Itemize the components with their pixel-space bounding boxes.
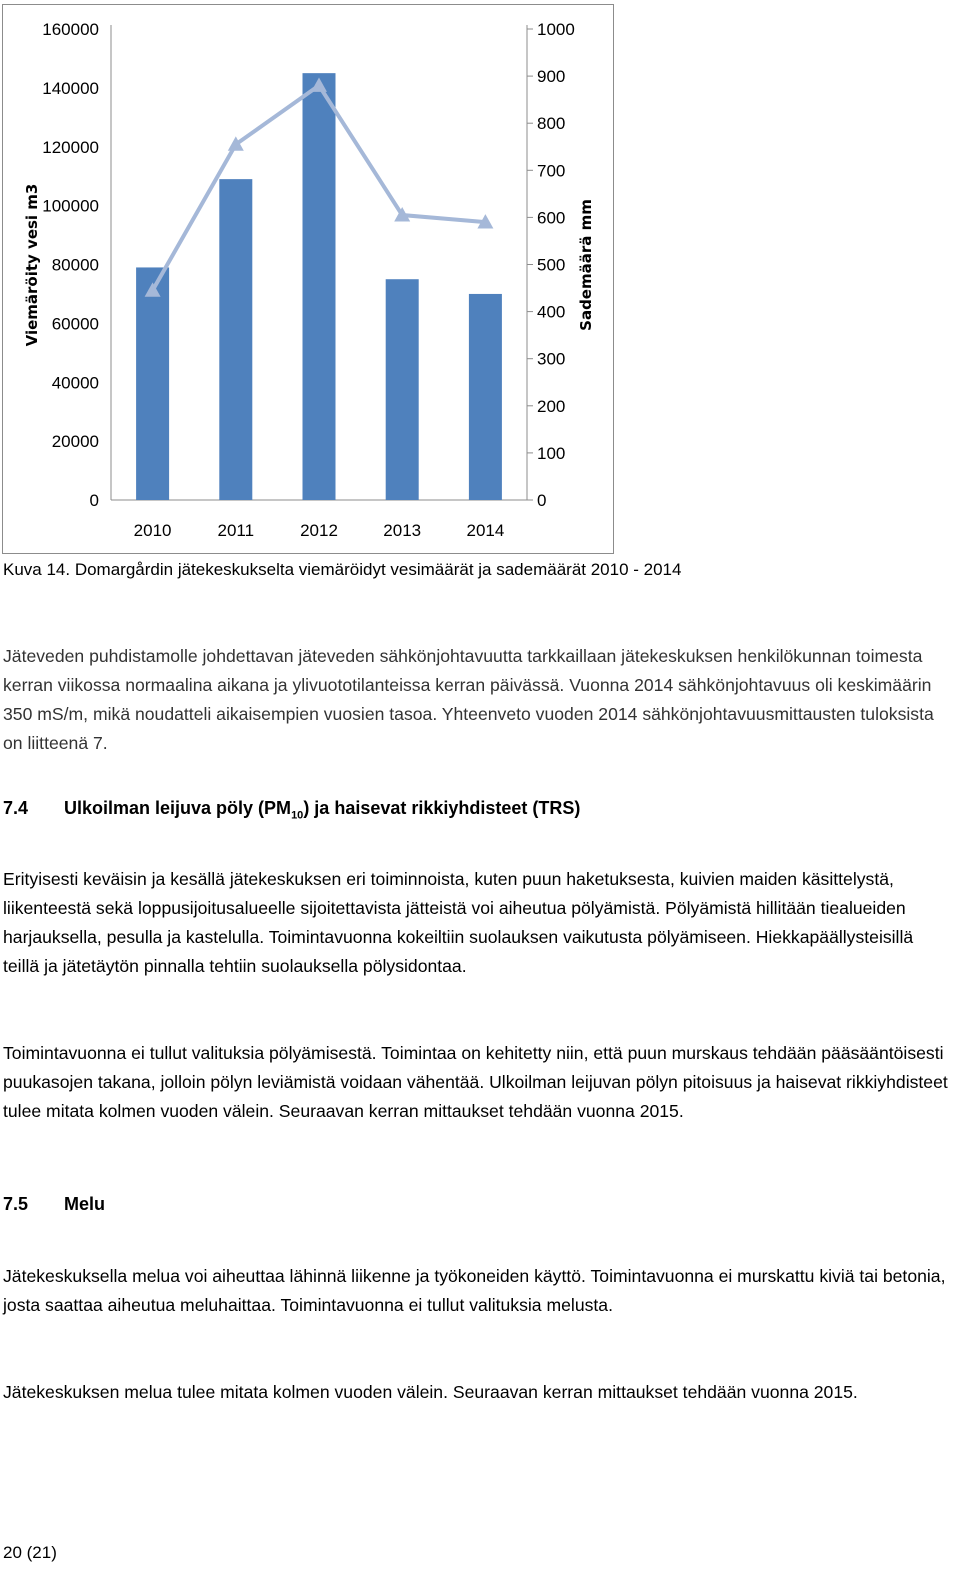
chart-frame (2, 4, 614, 554)
bar-2012 (303, 73, 336, 500)
chart (3, 5, 613, 553)
y-left-tick-label: 120000 (42, 137, 99, 157)
y-right-tick-label: 1000 (537, 20, 575, 39)
paragraph-noise-measurement: Jätekeskuksen melua tulee mitata kolmen vuoden välein. Seuraavan kerran mittaukset tehdään vuonna 2015. (3, 1382, 858, 1402)
figure-caption: Kuva 14. Domargårdin jätekeskukselta viemäröidyt vesimäärät ja sademäärät 2010 - 2014 (3, 560, 682, 579)
y-right-tick-label: 900 (537, 67, 566, 87)
x-tick-label: 2010 (133, 521, 172, 540)
y-axis-left-title: Viemäröity vesi m3 (23, 183, 41, 347)
paragraph-dust-complaints: Toimintavuonna ei tullut valituksia pölyämisestä. Toimintaa on kehitetty niin, että puun murskaus tehdään pääsääntöisesti puukasojen takana, jolloin pölyn leviämistä voidaan vähentää. Ulkoilman leijuvan pölyn pitoisuus ja haisevat rikkiyhdisteet tulee mitata kolmen vuoden välein. Seuraavan kerran mittaukset tehdään vuonna 2015. (3, 1043, 948, 1121)
y-right-tick-label: 600 (537, 208, 566, 228)
heading-7-4 (3, 798, 580, 822)
y-left-tick-label: 100000 (42, 196, 99, 216)
y-left-tick-label: 140000 (42, 78, 99, 98)
y-left-tick-label: 40000 (51, 373, 99, 393)
heading-7-5-number: 7.5 (3, 1194, 29, 1214)
y-axis-right-title: Sademäärä mm (577, 199, 595, 331)
x-tick-label: 2013 (383, 521, 422, 540)
y-left-tick-label: 80000 (51, 255, 99, 275)
bar-2013 (386, 279, 419, 500)
y-right-tick-label: 100 (537, 443, 566, 463)
y-right-tick-label: 700 (537, 161, 566, 181)
heading-7-4-number: 7.4 (3, 798, 29, 818)
bar-2014 (469, 294, 502, 500)
x-tick-label: 2014 (466, 521, 505, 540)
heading-7-4-text-a: Ulkoilman leijuva pöly (PM (64, 798, 292, 818)
y-right-tick-label: 800 (537, 114, 566, 134)
x-tick-label: 2011 (217, 521, 255, 540)
y-left-tick-label: 60000 (51, 314, 99, 334)
heading-7-4-subscript: 10 (291, 809, 304, 822)
heading-7-5-text: Melu (64, 1194, 106, 1214)
paragraph-noise: Jätekeskuksella melua voi aiheuttaa lähinnä liikenne ja työkoneiden käyttö. Toimintavuonna ei murskattu kiviä tai betonia, josta saattaa aiheutua meluhaittaa. Toimintavuonna ei tullut valituksia melusta. (3, 1266, 946, 1315)
y-left-tick-label: 160000 (42, 20, 99, 39)
paragraph-conductivity: Jäteveden puhdistamolle johdettavan jäteveden sähkönjohtavuutta tarkkaillaan jätekeskuksen henkilökunnan toimesta kerran viikossa normaalina aikana ja ylivuototilanteissa kerran päivässä. Vuonna 2014 sähkönjohtavuus oli keskimäärin 350 mS/m, mikä noudatteli aikaisempien vuosien tasoa. Yhteenveto vuoden 2014 sähkönjohtavuusmittausten tuloksista on liitteenä 7. (3, 646, 934, 753)
x-tick-label: 2012 (300, 521, 338, 540)
bar-2011 (219, 179, 252, 500)
y-left-tick-label: 20000 (51, 432, 99, 452)
heading-7-4-text-b: ) ja haisevat rikkiyhdisteet (TRS) (303, 798, 581, 818)
y-right-tick-label: 400 (537, 302, 566, 322)
y-left-tick-label: 0 (89, 491, 99, 510)
y-right-tick-label: 200 (537, 396, 566, 416)
y-right-tick-label: 300 (537, 349, 566, 369)
heading-7-5 (3, 1194, 105, 1215)
page-number: 20 (21) (3, 1543, 57, 1562)
y-right-tick-label: 0 (537, 491, 547, 510)
bar-2010 (136, 267, 169, 500)
y-right-tick-label: 500 (537, 255, 566, 275)
paragraph-dust-sources: Erityisesti keväisin ja kesällä jätekeskuksen eri toiminnoista, kuten puun haketuksesta, kuivien maiden käsittelystä, liikenteestä sekä loppusijoitusalueelle sijoitettavista jätteistä voi aiheutua pölyämistä. Pölyämistä hillitään tiealueiden harjauksella, pesulla ja kastelulla. Toimintavuonna kokeiltiin suolauksen vaikutusta pölyämiseen. Hiekkapäällysteisillä teillä ja jätetäytön pinnalla tehtiin suolauksella pölysidontaa. (3, 869, 914, 976)
